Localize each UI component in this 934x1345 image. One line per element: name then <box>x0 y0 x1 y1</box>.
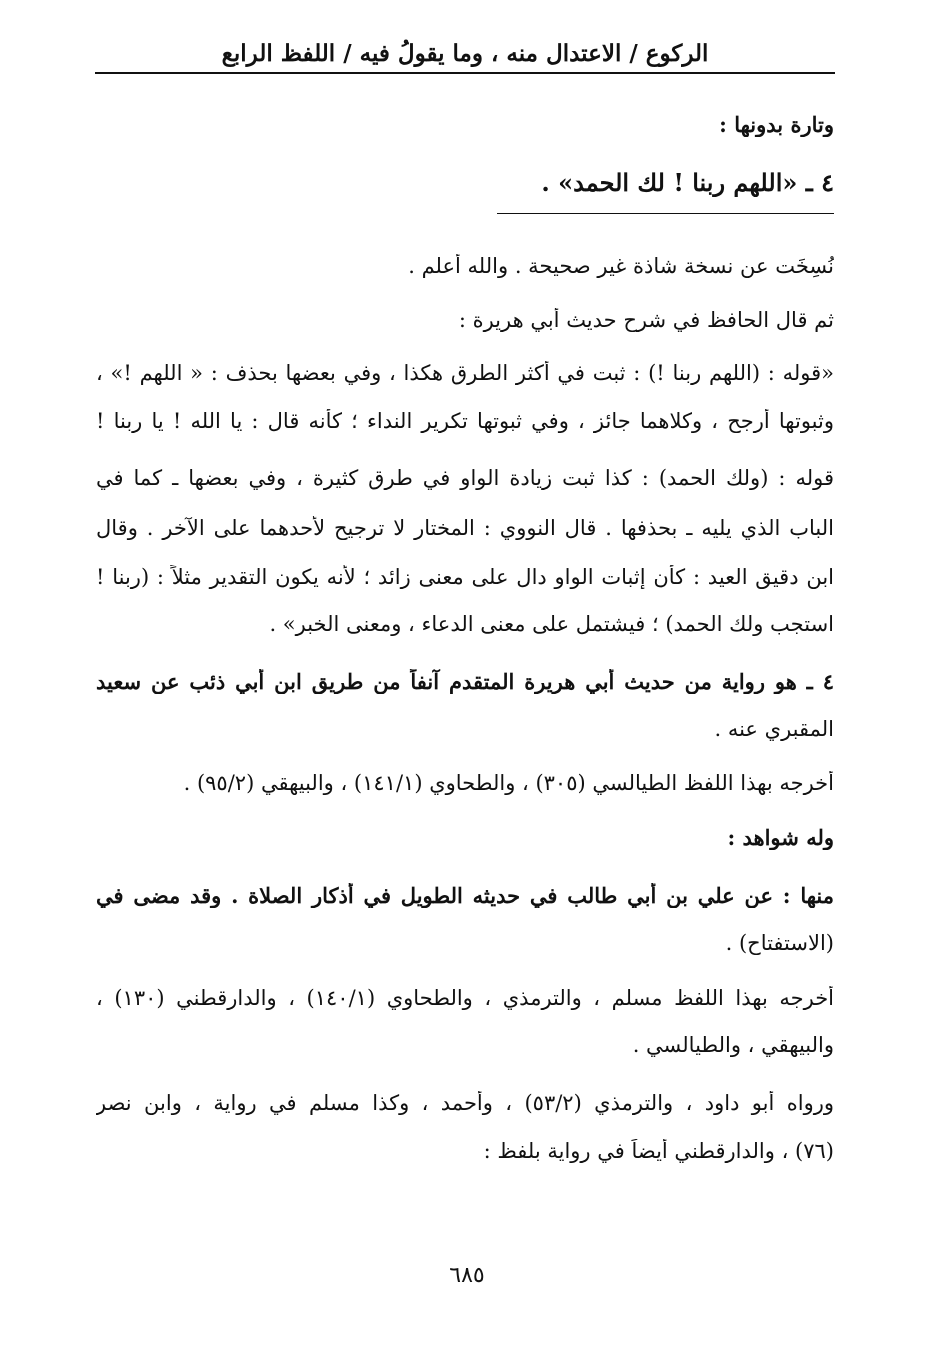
text-line: ثم قال الحافظ في شرح حديث أبي هريرة : <box>458 308 834 332</box>
page-number: ٦٨٥ <box>449 1263 485 1288</box>
text-line: «قوله : (اللهم ربنا !) : ثبت في أكثر الطرق هكذا ، وفي بعضها بحذف : « اللهم !» ، <box>96 361 834 385</box>
text-line: ورواه أبو داود ، والترمذي (٥٣/٢) ، وأحمد ، وكذا مسلم في رواية ، وابن نصر <box>96 1091 834 1115</box>
text-line: (الاستفتاح) . <box>725 931 834 955</box>
header-divider <box>95 72 835 74</box>
section-divider <box>497 213 834 214</box>
text-line: المقبري عنه . <box>714 717 834 741</box>
text-line: منها : عن علي بن أبي طالب في حديثه الطويل في أذكار الصلاة . وقد مضى في <box>96 883 834 908</box>
text-line: وثبوتها أرجح ، وكلاهما جائز ، وفي ثبوتها تكرير النداء ؛ كأنه قال : يا الله ! يا ربنا ! <box>96 409 834 433</box>
running-header: الركوع / الاعتدال منه ، وما يقولُ فيه / اللفظ الرابع <box>221 40 709 67</box>
text-line: وتارة بدونها : <box>719 112 834 137</box>
text-line: ٤ ـ هو رواية من حديث أبي هريرة المتقدم آنفاً من طريق ابن أبي ذئب عن سعيد <box>96 669 834 694</box>
text-line: استجب ولك الحمد) ؛ فيشتمل على معنى الدعاء ، ومعنى الخبر» . <box>269 612 834 636</box>
text-line: نُسِخَت عن نسخة شاذة غير صحيحة . والله أعلم . <box>408 254 834 278</box>
text-line: أخرجه بهذا اللفظ الطيالسي (٣٠٥) ، والطحاوي (١٤١/١) ، والبيهقي (٩٥/٢) . <box>183 771 834 795</box>
text-line: ٤ ـ «اللهم ربنا ! لك الحمد» . <box>541 168 834 197</box>
text-line: الباب الذي يليه ـ بحذفها . قال النووي : المختار لا ترجيح لأحدهما على الآخر . وقال <box>96 516 834 540</box>
text-line: (٧٦) ، والدارقطني أيضاً في رواية بلفظ : <box>483 1139 834 1163</box>
text-line: قوله : (ولك الحمد) : كذا ثبت زيادة الواو في طرق كثيرة ، وفي بعضها ـ كما في <box>96 466 834 490</box>
text-line: وله شواهد : <box>727 825 834 850</box>
text-line: ابن دقيق العيد : كأن إثبات الواو دال على معنى زائد ؛ لأنه يكون التقدير مثلاً : (ربنا ! <box>96 565 834 589</box>
text-line: والبيهقي ، والطيالسي . <box>632 1033 834 1057</box>
text-line: أخرجه بهذا اللفظ مسلم ، والترمذي ، والطحاوي (١٤٠/١) ، والدارقطني (١٣٠) ، <box>96 986 834 1010</box>
